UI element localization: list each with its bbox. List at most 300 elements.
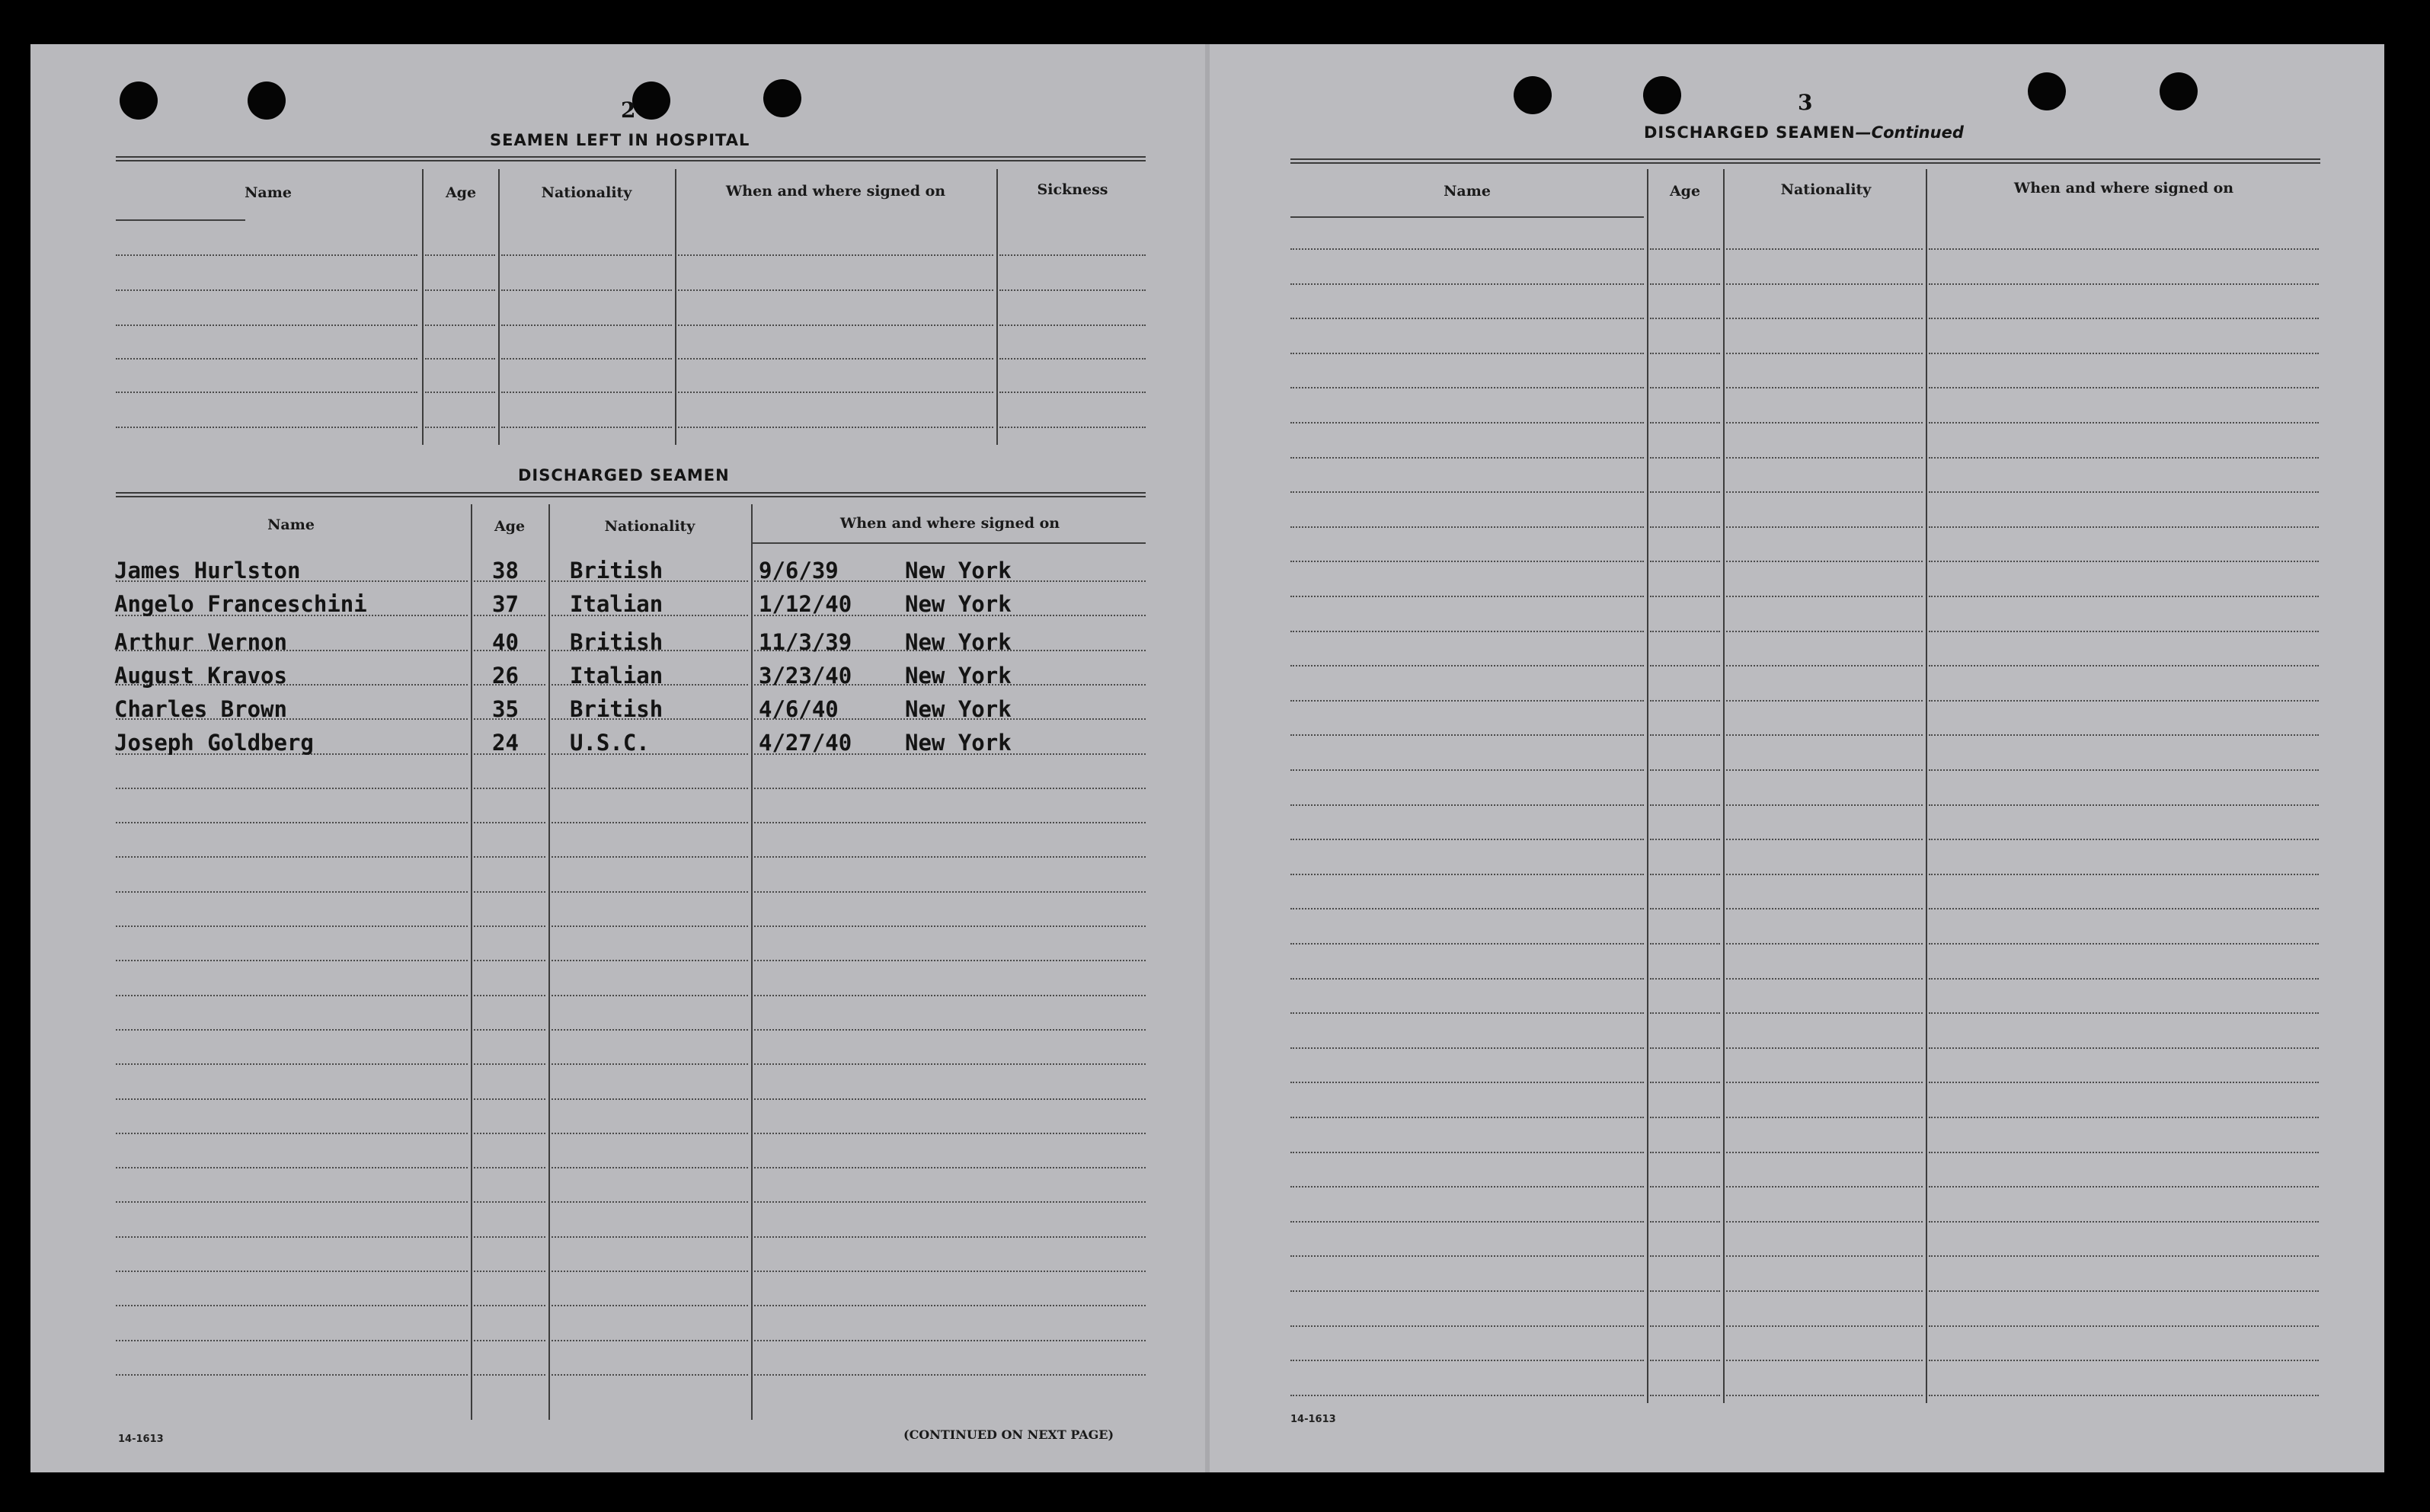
row-rule: [116, 324, 417, 326]
row-rule: [1726, 631, 1923, 632]
row-rule: [1290, 283, 1644, 285]
row-rule: [552, 995, 748, 996]
row-rule: [1650, 769, 1720, 771]
row-rule: [552, 925, 748, 927]
row-rule: [754, 1340, 1146, 1341]
seaman-name: Angelo Franceschini: [114, 591, 367, 617]
row-rule: [754, 1029, 1146, 1031]
row-rule: [1726, 700, 1923, 702]
row-rule: [1726, 1047, 1923, 1049]
row-rule: [1929, 248, 2319, 250]
row-rule: [1726, 1325, 1923, 1327]
signed-on-date: 1/12/40: [759, 591, 852, 617]
row-rule: [1650, 596, 1720, 597]
column-divider: [996, 169, 998, 445]
row-rule: [1726, 1255, 1923, 1257]
row-rule: [1290, 908, 1644, 909]
row-rule: [552, 1271, 748, 1272]
row-rule: [501, 289, 672, 291]
column-divider: [751, 504, 753, 1420]
punch-hole: [632, 82, 670, 120]
header-rule: [753, 542, 1146, 544]
right-col-age: Age: [1669, 183, 1701, 200]
punch-hole: [2028, 72, 2066, 110]
right-title-rule: [1290, 158, 2320, 164]
row-rule: [1290, 804, 1644, 806]
row-rule: [678, 392, 993, 393]
row-rule: [1650, 1082, 1720, 1083]
row-rule: [1650, 422, 1720, 424]
row-rule: [552, 822, 748, 823]
seaman-name: Charles Brown: [114, 696, 287, 722]
row-rule: [1290, 734, 1644, 736]
row-rule: [1929, 665, 2319, 666]
continued-section-title-main: DISCHARGED SEAMEN: [1644, 123, 1856, 142]
row-rule: [1929, 874, 2319, 875]
row-rule: [552, 1167, 748, 1168]
signed-on-date: 9/6/39: [759, 558, 839, 583]
row-rule: [116, 358, 417, 360]
row-rule: [116, 1063, 468, 1065]
row-rule: [474, 925, 545, 927]
row-rule: [116, 427, 417, 428]
signed-on-place: New York: [905, 730, 1012, 756]
row-rule: [552, 1236, 748, 1238]
continued-section-title-suffix: —Continued: [1855, 123, 1964, 142]
discharged-section-title: DISCHARGED SEAMEN: [518, 466, 730, 484]
row-rule: [1650, 387, 1720, 388]
row-rule: [1726, 422, 1923, 424]
row-rule: [116, 925, 468, 927]
row-rule: [116, 254, 417, 256]
row-rule: [1929, 422, 2319, 424]
row-rule: [678, 324, 993, 326]
seaman-name: James Hurlston: [114, 558, 301, 583]
continued-section-title: [1644, 123, 1964, 142]
row-rule: [1290, 1255, 1644, 1257]
row-rule: [678, 358, 993, 360]
row-rule: [1650, 1221, 1720, 1223]
row-rule: [1929, 283, 2319, 285]
row-rule: [116, 1133, 468, 1134]
row-rule: [754, 822, 1146, 823]
row-rule: [1726, 874, 1923, 875]
row-rule: [1726, 1221, 1923, 1223]
row-rule: [754, 960, 1146, 961]
hospital-title-rule: [116, 156, 1146, 161]
signed-on-place: New York: [905, 591, 1012, 617]
row-rule: [999, 254, 1146, 256]
row-rule: [501, 392, 672, 393]
row-rule: [999, 324, 1146, 326]
row-rule: [1290, 1290, 1644, 1292]
row-rule: [116, 392, 417, 393]
row-rule: [552, 1098, 748, 1100]
row-rule: [1929, 1290, 2319, 1292]
row-rule: [1650, 1152, 1720, 1153]
row-rule: [1290, 1325, 1644, 1327]
discharged-col-name: Name: [267, 516, 315, 533]
row-rule: [1929, 1395, 2319, 1396]
row-rule: [1929, 596, 2319, 597]
column-divider: [548, 504, 550, 1420]
row-rule: [1929, 1152, 2319, 1153]
seaman-age: 40: [492, 629, 519, 655]
continued-note: (CONTINUED ON NEXT PAGE): [903, 1427, 1114, 1442]
row-rule: [1726, 318, 1923, 319]
row-rule: [1726, 839, 1923, 840]
row-rule: [1726, 734, 1923, 736]
signed-on-date: 3/23/40: [759, 663, 852, 689]
row-rule: [474, 1271, 545, 1272]
row-rule: [474, 995, 545, 996]
row-rule: [116, 1167, 468, 1168]
row-rule: [116, 1029, 468, 1031]
row-rule: [1290, 1395, 1644, 1396]
row-rule: [1929, 1047, 2319, 1049]
row-rule: [1650, 526, 1720, 528]
row-rule: [1290, 561, 1644, 562]
row-rule: [1290, 596, 1644, 597]
seaman-age: 37: [492, 591, 519, 617]
punch-hole: [763, 79, 801, 117]
row-rule: [1650, 839, 1720, 840]
row-rule: [116, 1340, 468, 1341]
row-rule: [1290, 491, 1644, 493]
row-rule: [999, 392, 1146, 393]
row-rule: [1726, 1152, 1923, 1153]
seaman-name: August Kravos: [114, 663, 287, 689]
row-rule: [754, 788, 1146, 789]
row-rule: [1650, 943, 1720, 945]
right-page: [1207, 44, 2384, 1472]
row-rule: [678, 427, 993, 428]
row-rule: [1650, 1117, 1720, 1118]
row-rule: [116, 995, 468, 996]
row-rule: [501, 358, 672, 360]
row-rule: [116, 960, 468, 961]
discharged-col-nationality: Nationality: [604, 518, 695, 535]
row-rule: [116, 822, 468, 823]
row-rule: [116, 1201, 468, 1203]
row-rule: [754, 1271, 1146, 1272]
row-rule: [1290, 1360, 1644, 1361]
row-rule: [754, 1167, 1146, 1168]
row-rule: [1650, 1360, 1720, 1361]
row-rule: [474, 891, 545, 893]
row-rule: [116, 1271, 468, 1272]
row-rule: [1650, 874, 1720, 875]
row-rule: [1650, 1047, 1720, 1049]
row-rule: [474, 1340, 545, 1341]
row-rule: [1290, 839, 1644, 840]
row-rule: [754, 1305, 1146, 1306]
column-divider: [675, 169, 676, 445]
header-rule: [116, 219, 245, 221]
row-rule: [552, 1374, 748, 1376]
row-rule: [1929, 1255, 2319, 1257]
row-rule: [1650, 1395, 1720, 1396]
row-rule: [552, 856, 748, 858]
hospital-col-name: Name: [245, 184, 292, 201]
row-rule: [1726, 387, 1923, 388]
row-rule: [1290, 700, 1644, 702]
discharged-title-rule: [116, 492, 1146, 497]
row-rule: [1726, 804, 1923, 806]
row-rule: [1650, 1255, 1720, 1257]
row-rule: [501, 427, 672, 428]
row-rule: [1290, 1117, 1644, 1118]
page-fold: [1205, 44, 1210, 1472]
signed-on-place: New York: [905, 663, 1012, 689]
row-rule: [474, 1029, 545, 1031]
row-rule: [474, 822, 545, 823]
row-rule: [1929, 318, 2319, 319]
form-number: 14-1613: [118, 1434, 164, 1445]
row-rule: [425, 289, 495, 291]
row-rule: [754, 1236, 1146, 1238]
row-rule: [1726, 248, 1923, 250]
row-rule: [1650, 1012, 1720, 1014]
row-rule: [1726, 526, 1923, 528]
seaman-age: 26: [492, 663, 519, 689]
row-rule: [1929, 1082, 2319, 1083]
punch-hole: [120, 82, 158, 120]
column-divider: [1647, 169, 1648, 1403]
row-rule: [474, 960, 545, 961]
row-rule: [474, 788, 545, 789]
row-rule: [116, 856, 468, 858]
row-rule: [754, 1201, 1146, 1203]
page-number: 3: [1798, 90, 1813, 115]
row-rule: [1726, 1117, 1923, 1118]
row-rule: [1290, 665, 1644, 666]
row-rule: [425, 392, 495, 393]
row-rule: [1650, 283, 1720, 285]
row-rule: [754, 891, 1146, 893]
row-rule: [1290, 631, 1644, 632]
row-rule: [1726, 978, 1923, 980]
row-rule: [1929, 1360, 2319, 1361]
row-rule: [1929, 700, 2319, 702]
row-rule: [1290, 318, 1644, 319]
row-rule: [1726, 665, 1923, 666]
column-divider: [1926, 169, 1927, 1403]
row-rule: [116, 1236, 468, 1238]
row-rule: [1290, 769, 1644, 771]
row-rule: [116, 289, 417, 291]
hospital-col-sickness: Sickness: [1037, 181, 1108, 198]
seaman-name: Arthur Vernon: [114, 629, 287, 655]
row-rule: [1726, 1290, 1923, 1292]
row-rule: [754, 856, 1146, 858]
right-col-signed-on: When and where signed on: [2013, 180, 2234, 197]
row-rule: [1650, 248, 1720, 250]
signed-on-date: 4/27/40: [759, 730, 852, 756]
signed-on-place: New York: [905, 629, 1012, 655]
row-rule: [754, 1374, 1146, 1376]
header-rule: [1290, 216, 1644, 218]
seaman-nationality: British: [570, 696, 663, 722]
row-rule: [1726, 457, 1923, 459]
row-rule: [474, 1167, 545, 1168]
row-rule: [1929, 1012, 2319, 1014]
punch-hole: [1643, 76, 1681, 114]
row-rule: [999, 358, 1146, 360]
seaman-age: 38: [492, 558, 519, 583]
punch-hole: [2160, 72, 2198, 110]
row-rule: [1650, 1290, 1720, 1292]
row-rule: [474, 856, 545, 858]
row-rule: [116, 1098, 468, 1100]
row-rule: [1726, 769, 1923, 771]
punch-hole: [248, 82, 286, 120]
row-rule: [1650, 1325, 1720, 1327]
row-rule: [116, 891, 468, 893]
row-rule: [1290, 874, 1644, 875]
row-rule: [474, 1201, 545, 1203]
row-rule: [474, 1305, 545, 1306]
row-rule: [116, 1374, 468, 1376]
row-rule: [1726, 1082, 1923, 1083]
row-rule: [1290, 422, 1644, 424]
row-rule: [1726, 596, 1923, 597]
row-rule: [1650, 491, 1720, 493]
row-rule: [501, 254, 672, 256]
row-rule: [1650, 665, 1720, 666]
row-rule: [1650, 978, 1720, 980]
row-rule: [1929, 1186, 2319, 1188]
row-rule: [552, 1305, 748, 1306]
row-rule: [1650, 734, 1720, 736]
row-rule: [1929, 631, 2319, 632]
seaman-nationality: British: [570, 629, 663, 655]
row-rule: [552, 891, 748, 893]
row-rule: [552, 1201, 748, 1203]
row-rule: [1650, 561, 1720, 562]
row-rule: [501, 324, 672, 326]
row-rule: [1650, 457, 1720, 459]
row-rule: [1929, 1325, 2319, 1327]
row-rule: [1290, 457, 1644, 459]
seaman-nationality: Italian: [570, 591, 663, 617]
row-rule: [1726, 491, 1923, 493]
row-rule: [754, 1133, 1146, 1134]
row-rule: [754, 1098, 1146, 1100]
row-rule: [1650, 353, 1720, 354]
row-rule: [552, 1340, 748, 1341]
hospital-section-title: SEAMEN LEFT IN HOSPITAL: [490, 131, 750, 149]
row-rule: [1929, 734, 2319, 736]
seaman-nationality: U.S.C.: [570, 730, 650, 756]
signed-on-place: New York: [905, 696, 1012, 722]
row-rule: [1929, 908, 2319, 909]
row-rule: [425, 358, 495, 360]
row-rule: [1290, 1012, 1644, 1014]
row-rule: [552, 1133, 748, 1134]
row-rule: [1650, 318, 1720, 319]
row-rule: [1650, 804, 1720, 806]
row-rule: [1929, 561, 2319, 562]
row-rule: [1929, 353, 2319, 354]
signed-on-place: New York: [905, 558, 1012, 583]
row-rule: [1929, 387, 2319, 388]
row-rule: [425, 427, 495, 428]
row-rule: [1290, 353, 1644, 354]
row-rule: [1929, 526, 2319, 528]
row-rule: [552, 788, 748, 789]
seaman-age: 24: [492, 730, 519, 756]
hospital-col-nationality: Nationality: [541, 184, 632, 201]
row-rule: [1290, 1082, 1644, 1083]
row-rule: [116, 788, 468, 789]
row-rule: [999, 427, 1146, 428]
row-rule: [1290, 943, 1644, 945]
row-rule: [1726, 908, 1923, 909]
row-rule: [474, 1374, 545, 1376]
row-rule: [1290, 1152, 1644, 1153]
row-rule: [754, 925, 1146, 927]
row-rule: [1650, 908, 1720, 909]
row-rule: [1290, 387, 1644, 388]
row-rule: [116, 1305, 468, 1306]
row-rule: [1290, 526, 1644, 528]
row-rule: [474, 1098, 545, 1100]
row-rule: [1726, 1395, 1923, 1396]
row-rule: [1929, 491, 2319, 493]
column-divider: [471, 504, 472, 1420]
column-divider: [1723, 169, 1725, 1403]
signed-on-date: 11/3/39: [759, 629, 852, 655]
discharged-col-age: Age: [494, 518, 526, 535]
row-rule: [474, 1063, 545, 1065]
row-rule: [1929, 978, 2319, 980]
page-number: 2: [621, 97, 636, 123]
column-divider: [422, 169, 424, 445]
signed-on-date: 4/6/40: [759, 696, 839, 722]
row-rule: [1726, 353, 1923, 354]
column-divider: [498, 169, 500, 445]
row-rule: [1650, 1186, 1720, 1188]
row-rule: [1929, 1221, 2319, 1223]
right-col-nationality: Nationality: [1780, 181, 1872, 198]
row-rule: [754, 995, 1146, 996]
row-rule: [1290, 1047, 1644, 1049]
seaman-nationality: British: [570, 558, 663, 583]
form-number: 14-1613: [1290, 1414, 1336, 1425]
row-rule: [1290, 1221, 1644, 1223]
row-rule: [678, 254, 993, 256]
right-col-name: Name: [1444, 183, 1491, 200]
row-rule: [552, 1029, 748, 1031]
seaman-nationality: Italian: [570, 663, 663, 689]
row-rule: [474, 1236, 545, 1238]
row-rule: [1726, 943, 1923, 945]
row-rule: [1929, 457, 2319, 459]
row-rule: [999, 289, 1146, 291]
row-rule: [552, 1063, 748, 1065]
row-rule: [1929, 1117, 2319, 1118]
discharged-col-signed-on: When and where signed on: [839, 515, 1060, 532]
row-rule: [1726, 1012, 1923, 1014]
row-rule: [1650, 700, 1720, 702]
row-rule: [1290, 248, 1644, 250]
row-rule: [1290, 978, 1644, 980]
row-rule: [474, 1133, 545, 1134]
row-rule: [1726, 1360, 1923, 1361]
row-rule: [1726, 1186, 1923, 1188]
row-rule: [754, 1063, 1146, 1065]
